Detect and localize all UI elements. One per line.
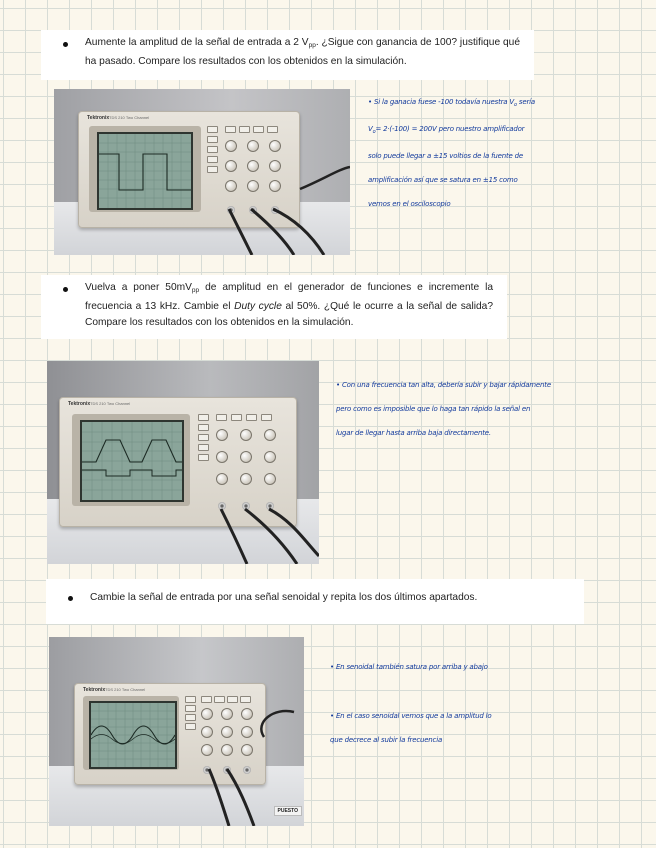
oscilloscope-photo-1 — [54, 89, 350, 255]
scope-brand: Tektronix — [83, 687, 106, 693]
puesto-tag: PUESTO — [274, 806, 302, 816]
bullet-icon — [63, 287, 68, 292]
probe-cables — [49, 637, 304, 826]
scope-brand: Tektronix — [68, 401, 91, 407]
scope-model: TDS 210 Two Channel — [105, 687, 146, 692]
handwritten-answer-1: • Si la ganacia fuese -100 todavía nuestra $V_o$ sería $V_o= 2\cdot(-100) = 200V$ pero nuestro amplificador solo puede llegar a ±15 voltios de la fuente de amplificación así que se satura en ±15 como vemos en el osciloscopio — [368, 98, 535, 208]
question-text-1: Aumente la amplitud de la señal de entrada a 2 $V_{pp}$. ¿Sigue con ganancia de 100? justifique qué ha pasado. Compare los resultados con los obtenidos en la simulación. — [85, 37, 521, 67]
bullet-icon — [63, 42, 68, 47]
scope-model: TDS 210 Two Channel — [109, 115, 150, 120]
question-text-3: Cambie la señal de entrada por una señal senoidal y repita los dos últimos apartados. — [90, 592, 478, 603]
oscilloscope-photo-3 — [49, 637, 304, 826]
scope-model: TDS 210 Two Channel — [90, 401, 131, 406]
scope-brand: Tektronix — [87, 115, 110, 121]
question-text-2: Vuelva a poner $50mV_{pp}$ de amplitud en el generador de funciones e incremente la frecuencia a 13 kHz. Cambie el Duty cycle al 50%. ¿Qué le ocurre a la señal de salida? Compare los resultados con los obtenidos en la simulación. — [85, 282, 493, 328]
handwritten-answer-3: • En senoidal también satura por arriba y abajo • En el caso senoidal vemos que a la amplitud lo que decrece al subir la frecuencia — [330, 663, 492, 744]
handwritten-answer-2: • Con una frecuencia tan alta, debería subir y bajar rápidamente pero como es imposible que lo haga tan rápido la señal en lugar de llegar hasta arriba baja directamente. — [336, 381, 551, 437]
bullet-icon — [68, 596, 73, 601]
question-box-3 — [46, 579, 584, 624]
question-box-1 — [41, 30, 534, 80]
probe-cables — [47, 361, 319, 564]
probe-cables — [54, 89, 350, 255]
oscilloscope-photo-2 — [47, 361, 319, 564]
question-box-2 — [41, 275, 507, 339]
